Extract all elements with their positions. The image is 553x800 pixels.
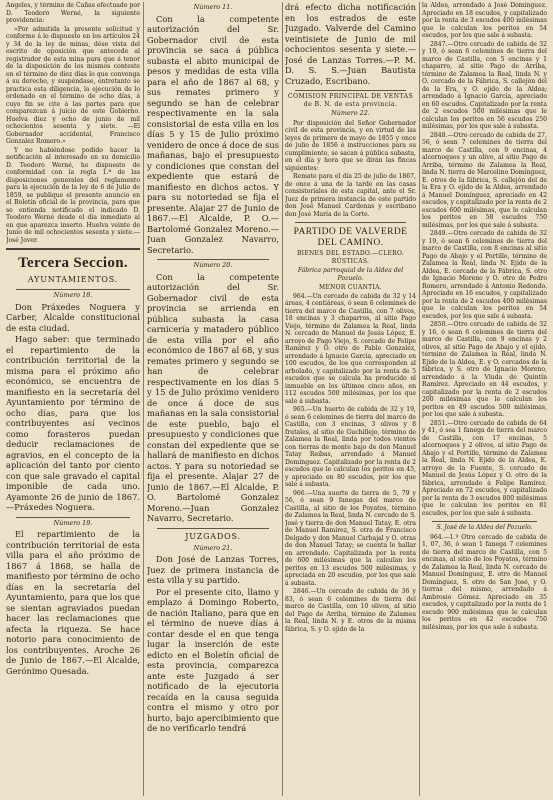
notice-number: Número 22.	[331, 109, 370, 117]
divider	[295, 222, 406, 223]
comision-heading: COMISION PRINCIPAL DE VENTAS de B. N. de esta provincia.	[287, 93, 414, 108]
notice-19	[6, 529, 140, 676]
column-2	[147, 2, 279, 794]
list-item: 964.—1.º Otro cercado de cabida de 1, 07, 36, ó sean 1 fanega 7 celemines de tierra del marco de Castilla, con 5 encinas, al sitio de los Poyatos, término de Zalamea la Real, linda N. cercado de Manuel Domínguez, E. otro de Manuel Domínguez, S. otro de San José, y O. tierras del mismo, arrendado á Ambrosio Gómez. Apreciado en 35 escudos, y capitalizado por la renta de 1 escudo 900 milésimas que le calculan los peritos en 42 escudos 750 milésimas, por los que sale á subasta.	[422, 533, 547, 631]
list-item: 2849.—Otro cercado de cabida de 32 y 19, ó sean 6 celemines de tierra del marco de Castilla, con 8 encinas al sitio Pago de Abajo y el Portillo, término de Zalamea la Real, linda N. Ejido de la Aldea, E. cercado de la Fábrica, S. otro de Ignacio Moreno y O. otro de Pedro Romero, arrendado á Antonio Redondo. Apreciado en 16 escudos, y capitalizado por la renta de 2 escudos 400 milésimas que le calculan los peritos en 54 escudos, por los que sale á subasta.	[422, 230, 547, 320]
list-item: 2851.—Otro cercado de cabida de 64 y 41, ó sea 1 fanega de tierra del marco de Castilla, con 17 encinas, 5 alcornoques y 2 olivos, al sitio Pago de Abajo y el Portillo, término de Zalamea la Real, linda N. Ejido de la Aldea, E. arroyo de la Fuente, S. cercado de Manuel de Jesús López y O. otro de la fábrica, arrendado á Felipe Ramírez. Apreciado en 72 escudos, y capitalizado por la renta de 3 escudos 800 milésimas que le calculan los peritos en 81 escudos, por los que sale á subasta.	[422, 419, 547, 517]
notice-number: Número 19.	[53, 518, 93, 527]
column-rule	[282, 2, 283, 796]
notice-18	[6, 302, 140, 513]
notice-number: Número 21.	[193, 543, 233, 552]
section-title: Tercera Seccion.	[18, 255, 128, 271]
paragraph: Con la competente autorización del Sr. Gobernador civil de esta provincia se saca á pública subasta el abito municipal de pesos y medidas de esta villa para el año de 1867 al 68, y sus remates primero y segundo se han de celebrar respectivamente en la sala consistorial de esta villa en los días 5 y 15 de Julio próximo venidero de once á doce de sus mañanas, bajo el presupuesto y condiciones que constan del expediente que estará de manifiesto en dichos actos. Y para su notoriedad se fija el presente. Alajar 27 de Junio de 1867.—El Alcalde, P. O.—Bartolomé Gonzalez Moreno.—Juan Gonzalez Navarro, Secretario.	[147, 13, 279, 255]
divider	[16, 289, 130, 290]
paragraph: Don Práxedes Noguera y Carber, Alcalde constitucional de esta ciudad.	[6, 301, 140, 333]
paragraph: Hago saber: que terminado el repartimiento de la contribución territorial de la misma para el próximo año económico, se encuentra de manifiesto en la secretaría del Ayuntamiento por término de ocho días, para que los contribuyentes así vecinos como forasteros puedan deducir reclamaciones de agravios, en el concepto de la aplicación del tanto por ciento con que sale gravado el capital imponible de cada uno. Ayamonte 26 de junio de 1867.—Práxedes Noguera.	[6, 334, 140, 512]
notice-21-cont	[285, 2, 416, 86]
column-4	[422, 2, 547, 794]
paragraph: Con la competente autorización del Sr. Gobernador civil de esta provincia se arrienda en pública subasta la casa carnicería y matadero público de esta villa por el año económico de 1867 al 68, y sus remates primero y segundo se han de celebrar respectivamente en los días 5 y 15 de Julio próximo venidero de once á doce de sus mañanas en la sala consistorial de este pueblo, bajo el presupuesto y condiciones que constan del expediente que se hallará de manifiesto en dichos actos. Y para su notoriedad se fija el presente. Alajar 27 de Junio de 1867.—El Alcalde, P. O. Bartolomé Gonzalez Moreno.—Juan Gonzalez Navarro, Secretario.	[147, 271, 279, 523]
paragraph: Y no habiéndose podido hacer la notificación al interesado en su domicilio D. Teodoro Werné, he dispuesto de conformidad con la regla 1.ª de las disposiciones generales del reglamento para la ejecución de la ley de 6 de Julio de 1859, se publique el presente anuncio en el Boletín oficial de la provincia, para que se entienda notificado el indicado D. Teodoro Werné desde el día inmediato al en que aparezca inserto. Huelva veinte de Junio de mil ochocientos sesenta y siete.—José Jover.	[6, 146, 140, 244]
paragraph: drá efecto dicha notificación en los estrados de este Juzgado. Valverde del Camino veintisiete de Junio de mil ochocientos sesenta y siete.—José de Lanzas Torres.—P. M. D. S. S.—Juan Bautista Cruzado, Escribano.	[285, 2, 416, 86]
paragraph: «Por admitida la presente solicitud y conforme á lo dispuesto en los artículos 24 y 34 de la ley de minas, dése vista del escrito de oposición que antecede al registrador de esta mina para que á tenor de la disposición de los mismos conteste en el término de diez días lo que convenga á su derecho, y suspéndase, entretanto se practica esta diligencia, la ejecución de lo ordenado en el término de ocho días, á cuyo fin se cite á las partes para que comparezcan á juicio de este Gobierno. Huelva diez y ocho de junio de mil ochocientos sesenta y siete. —El Gobernador accidental, Francisco Gonzalez Romero.»	[6, 25, 140, 145]
paragraph: Angeles, y término de Cañas efectuado por D. Teodoro Werné, la siguiente providencia:	[6, 2, 140, 24]
paragraph: Don José de Lanzas Torres, Juez de primera instancia de esta villa y su partido.	[147, 554, 279, 585]
santo-heading: S. José de la Aldea del Pozuelo.	[436, 524, 533, 531]
list-item: 965.—Un huerto de cabida de 32 y 19, ó sean 6 celemines de tierra del marco de Castilla, con 3 encinas, 3 olivos y 8 frutales, al sitio de Guchillejo, término de Zalamea la Real, linda por todos vientos con tierras de monte bajo de don Manuel Tatay Reibas, arrendado á Manuel Domínguez. Capitalizado por la renta de 2 escudos que le calculan los peritos en 45, y apreciado en 80 escudos, por los que sale á subasta.	[285, 406, 416, 488]
notice-11	[147, 14, 279, 256]
column-1	[6, 2, 140, 794]
column-rule	[143, 2, 144, 796]
list-item: 964.—Un cercado de cabida de 32 y 14 áreas, 4 centiáreas, ó sean 6 celemines de tierra del marco de Castilla, con 7 olivos, 18 encinas y 3 chaparros, al sitio Pago Viejo, término de Zalamea la Real, linda N. cercado de Manuel de Jesús López, E. arroyo de Pago Viejo, S. cercado de Felipe Ramírez y O. otro de Pablo Gonzalez, arrendado á Ignacio García, apreciado en 100 escudos, de los que corresponden al arbolado, y capitalizado por la renta de 5 escudos que se calcula ha producido el inmueble en los últimos cinco años, en 112 escudos 500 milésimas, por los que sale á subasta.	[285, 292, 416, 405]
list-item: 966.—Una suerte de tierra de 5, 79 y 56, ó sean 9 fanegas del marco de Castilla, al sitio de los Poyatos, término de Zalamea la Real, linda N. cercado de S. José y tierra de don Manuel Tatay, E. otra de Manuel Ramírez, S. otra de Francisco Delgado y don Manuel Carbajal y O. otras de don Manuel Tatay; se cuenta le hallar en arrendado. Capitalizada por la renta de 600 milésimas que la calculan los peritos en 13 escudos 500 milésimas, y apreciada en 20 escudos, por los que sale á subasta.	[285, 489, 416, 587]
partido-heading: PARTIDO DE VALVERDE DEL CAMINO.	[293, 227, 408, 248]
divider	[16, 517, 130, 518]
notice-number: Número 20.	[193, 261, 233, 269]
section-subtitle: AYUNTAMIENTOS.	[27, 275, 119, 284]
notice-number: Número 18.	[53, 291, 93, 299]
paragraph: Por disposición del Señor Gobernador civil de esta provincia, y en virtud de las leyes de primero de mayo de 1855 y once de julio de 1856 é instrucciones para su cumplimiento, se sacan á pública subasta, en el día y hora que se dirán las fincas siguientes:	[285, 119, 416, 172]
list-item: 2847.—Otro cercado de cabida de 32 y 19, ó sean 6 celemines de tierra del marco de Castilla, con 5 encinas y 1 chaparro, al sitio Pago de Arriba, término de Zalamea la Real, linda N. y O. cercado de la Fábrica, S. callejón del de la Era, y O. ejido de la Aldea; arrendado á Ignacio García, apreciado en 60 escudos. Capitalizado por la renta de 2 escudos 500 milésimas que le calculan los peritos en 56 escudos 250 milésimas, por los que sale á subasta.	[422, 40, 547, 130]
list-item: 2846.—Un cercado de cabida de 36 y 83, ó sean 6 celemines de tierra del marco de Castilla, con 10 olivos, al sitio del Pago de Arriba, término de Zalamea la Real, linda N. y E. otros de la misma fábrica, S. y O. ejido de la	[285, 588, 416, 633]
divider	[157, 528, 269, 529]
column-rule	[419, 2, 420, 796]
notice-20	[147, 272, 279, 524]
divider	[6, 248, 140, 250]
paragraph: Remate para el día 25 de julio de 1867, de once á una de la tarde en las casas consistoriales de esta capital, ante el Sr. Juez de primera instancia de este partido don José Manuel Cardenas y escribano don José María de la Corte.	[285, 173, 416, 218]
notice-21	[147, 554, 279, 734]
list-item: 2850.—Otro cercado de cabida de 32 y 16, ó sean 6 celemines de tierra del marco de Castilla, con 9 encinas y 2 olivos, al sitio Pago de Abajo y el ejido, término de Zalamea la Real, linda N. Ejido de la Aldea, E. y O. cercados de la fábrica, y S. otro de Ignacio Moreno, arrendado á la Viuda de Quintín Ramírez. Apreciado en 44 escudos, y capitalizado por la renta de 2 escudos 200 milésimas que le calculan los peritos en 49 escudos 500 milésimas, por los que sale á subasta.	[422, 321, 547, 418]
divider	[157, 259, 269, 260]
list-item: la Aldea, arrendado á José Domínguez. Apreciado en 18 escudos, y capitalizado por la renta de 3 escudos 400 milésimas que le calculan los peritos en 54 escudos, por los que sale á subasta.	[422, 2, 547, 39]
fabrica-heading: Fábrica parroquial de la Aldea del Pozuelo.	[297, 267, 404, 282]
menor-cuantia-heading: MENOR CUANTIA.	[319, 284, 382, 291]
paragraph: Por el presente cito, llamo y emplazo á Domingo Roberto, de nación Italiano, para que en el término de nueve días á contar desde el en que tenga lugar la inserción de este edicto en el Boletín oficial de esta provincia, comparezca ante este Juzgado á ser notificado de la ejecutoria recaída en la causa seguida contra el mismo y otro por hurto, bajo apercibimiento que de no verificarlo tendrá	[147, 586, 279, 733]
notice-number: Número 11.	[193, 3, 233, 11]
juzgados-heading: JUZGADOS.	[185, 531, 241, 541]
column-3	[285, 2, 416, 794]
list-item: 2848.—Otro cercado de cabida de 27, 56, ó sean 7 celemines de tierra del marco de Castilla, con 9 encinas, 4 alcornoques y un olivo, al sitio Pago de Arriba, término de Zalamea la Real, linda N. tierra de Marcelino Domínguez, E. otros de la fábrica, S. callejón del de la Era y O. ejido de la Aldea, arrendado á Manuel Domínguez, apreciado en 42 escudos, y capitalizado por la renta de 2 escudos 600 milésimas, que le calculan los peritos en 58 escudos 750 milésimas, por los que sale á subasta.	[422, 131, 547, 229]
paragraph: El repartimiento de la contribución territorial de esta villa para el año próximo de 1867 á 1868, se halla de manifiesto por término de ocho días en la secretaría del Ayuntamiento, para que los que se sientan agraviados puedan hacer las reclamaciones que afecta la riqueza. Se hace notorio para conocimiento de los contribuyentes. Aroche 26 de Junio de 1867.—El Alcalde, Gerónimo Quesada.	[6, 529, 140, 676]
newspaper-page	[6, 2, 547, 798]
divider	[432, 521, 537, 522]
divider	[295, 90, 406, 91]
bienes-heading: BIENES DEL ESTADO.—CLERO. RÚSTICAS.	[296, 250, 405, 265]
